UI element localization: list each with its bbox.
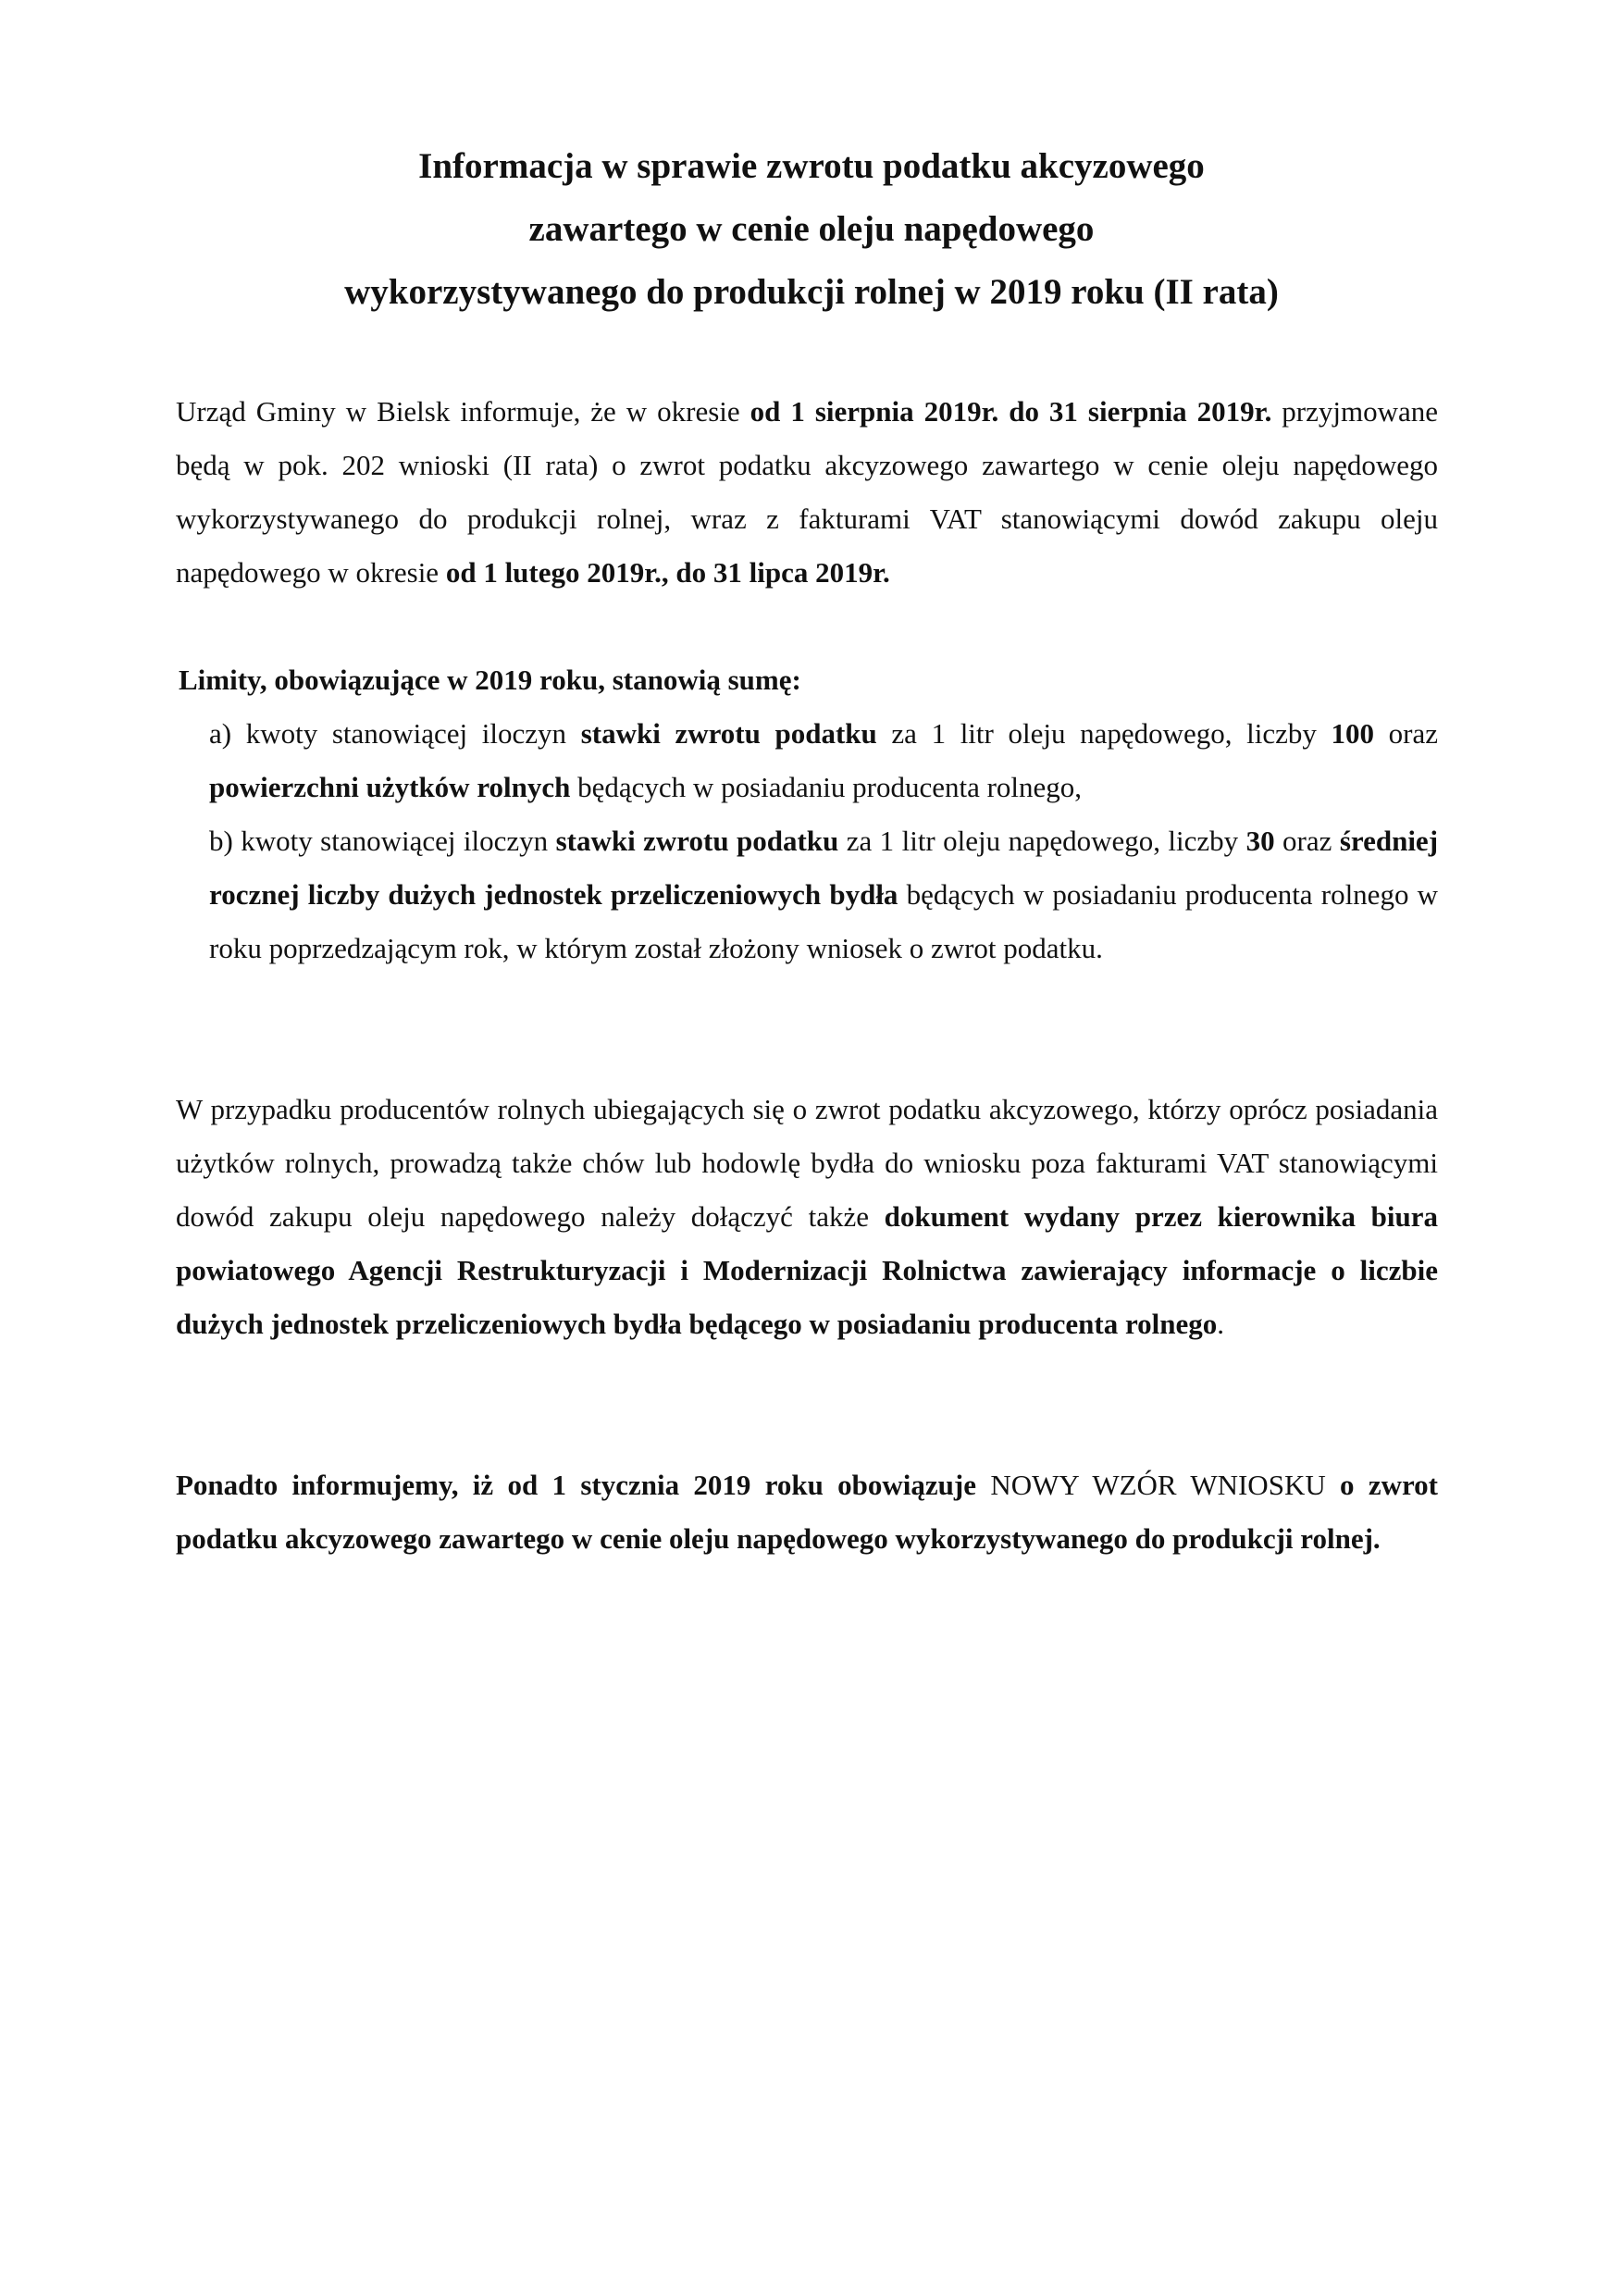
limit-a-bold-1: stawki zwrotu podatku: [580, 717, 877, 750]
title-line-2: zawartego w cenie oleju napędowego: [528, 209, 1095, 249]
intro-date-range-2: od 1 lutego 2019r., do 31 lipca 2019r.: [445, 556, 890, 589]
limit-item-b: [209, 814, 1438, 975]
limit-a-text-2: za 1 litr oleju napędowego, liczby: [876, 717, 1332, 750]
limits-heading: Limity, obowiązujące w 2019 roku, stanowią sumę:: [179, 664, 801, 696]
limit-b-text-1: b) kwoty stanowiącej iloczyn: [209, 825, 556, 857]
document-title: [176, 135, 1447, 324]
intro-date-range-1: od 1 sierpnia 2019r. do 31 sierpnia 2019r.: [750, 395, 1272, 428]
limit-b-text-3: oraz: [1274, 825, 1340, 857]
limit-a-text-4: będących w posiadaniu producenta rolnego,: [570, 771, 1083, 803]
notice-bold-2: o zwrot podatku akcyzowego zawartego w cenie oleju napędowego wykorzystywanego do produkcji rolnej.: [176, 1469, 1439, 1555]
limit-b-bold-1: stawki zwrotu podatku: [555, 825, 839, 857]
limit-b-bold-2: 30: [1245, 825, 1275, 857]
limit-a-bold-2: 100: [1331, 717, 1375, 750]
intro-text-2: przyjmowane będą w pok. 202 wnioski (II rata) o zwrot podatku akcyzowego zawartego w cenie oleju napędowego wykorzystywanego do produkcji rolnej, wraz z fakturami VAT stanowiącymi dowód zakupu oleju napędowego w okresie: [176, 395, 1439, 589]
title-line-1: Informacja w sprawie zwrotu podatku akcyzowego: [418, 146, 1205, 186]
intro-paragraph: [176, 385, 1438, 600]
limit-a-bold-3: powierzchni użytków rolnych: [209, 771, 571, 803]
limit-a-text-1: a) kwoty stanowiącej iloczyn: [209, 717, 581, 750]
notice-new-form-label: NOWY WZÓR WNIOSKU: [976, 1469, 1341, 1501]
limit-b-bold-3: średniej rocznej liczby dużych jednostek przeliczeniowych bydła: [209, 825, 1439, 911]
new-form-notice: [176, 1458, 1438, 1566]
limit-b-text-4: będących w posiadaniu producenta rolnego w roku poprzedzającym rok, w którym został złożony wniosek o zwrot podatku.: [209, 878, 1438, 964]
intro-text-1: Urząd Gminy w Bielsk informuje, że w okresie: [176, 395, 750, 428]
limit-b-text-2: za 1 litr oleju napędowego, liczby: [838, 825, 1246, 857]
cattle-paragraph: [176, 1083, 1438, 1351]
cattle-text-1: W przypadku producentów rolnych ubiegających się o zwrot podatku akcyzowego, którzy oprócz posiadania użytków rolnych, prowadzą także chów lub hodowlę bydła do wniosku poza fakturami VAT stanowiącymi dowód zakupu oleju napędowego należy dołączyć także: [176, 1093, 1438, 1233]
notice-bold-1: Ponadto informujemy, iż od 1 stycznia 2019 roku obowiązuje: [176, 1469, 977, 1501]
cattle-required-document: dokument wydany przez kierownika biura powiatowego Agencji Restrukturyzacji i Modernizacji Rolnictwa zawierający informacje o liczbie dużych jednostek przeliczeniowych bydła będącego w posiadaniu producenta rolnego: [176, 1200, 1438, 1340]
limit-a-text-3: oraz: [1374, 717, 1439, 750]
cattle-text-2: .: [1217, 1308, 1225, 1340]
limit-item-a: [209, 707, 1438, 814]
title-line-3: wykorzystywanego do produkcji rolnej w 2019 roku (II rata): [344, 272, 1279, 312]
